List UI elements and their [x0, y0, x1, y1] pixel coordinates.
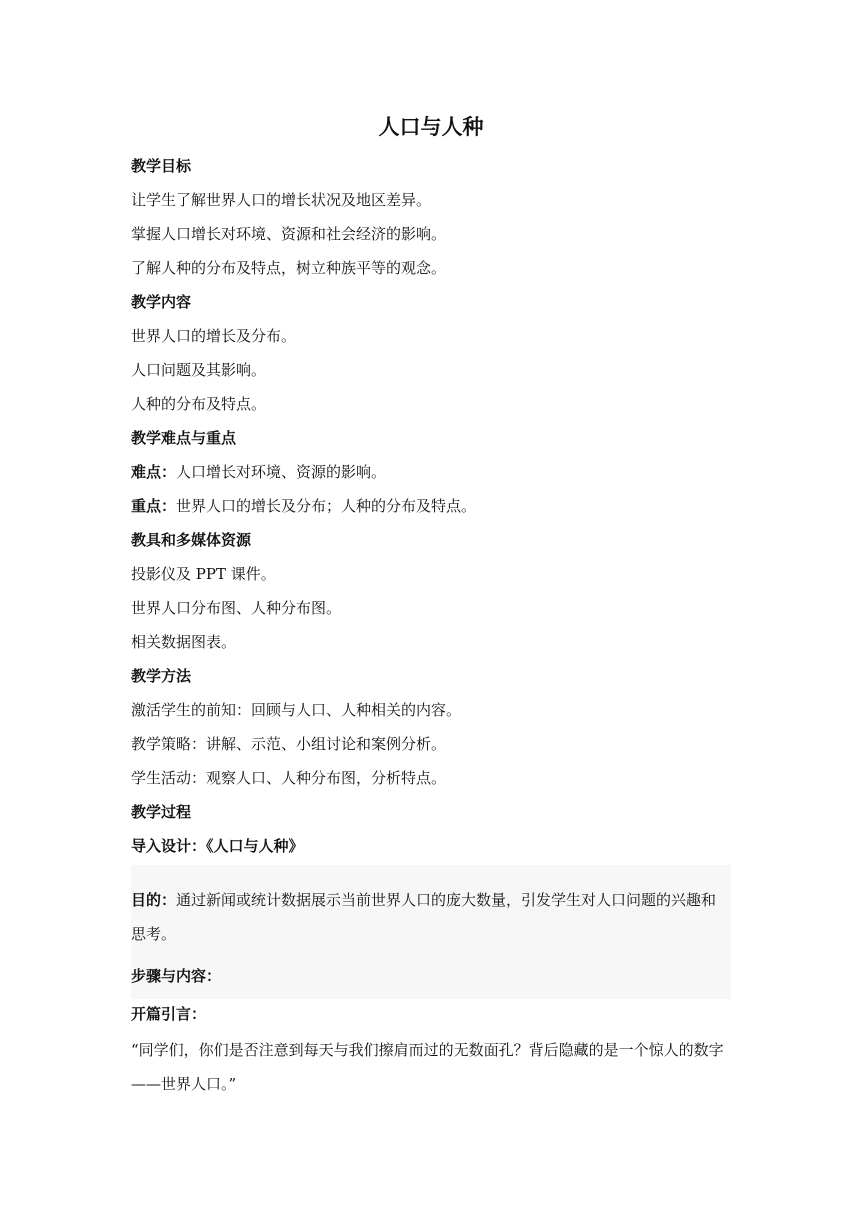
section-heading-process: 教学过程	[131, 803, 192, 821]
content-item: 世界人口的增长及分布。	[131, 327, 297, 345]
focus-text: 世界人口的增长及分布；人种的分布及特点。	[176, 497, 477, 515]
method-item: 教学策略：讲解、示范、小组讨论和案例分析。	[131, 735, 447, 753]
resource-item: 相关数据图表。	[131, 633, 237, 651]
purpose-block	[131, 865, 731, 999]
method-item: 激活学生的前知：回顾与人口、人种相关的内容。	[131, 701, 462, 719]
opening-quote: “同学们，你们是否注意到每天与我们擦肩而过的无数面孔？背后隐藏的是一个惊人的数字——世界人口。”	[131, 1041, 724, 1093]
document-title: 人口与人种	[378, 115, 484, 139]
focus-label: 重点：	[131, 497, 177, 515]
opening-label: 开篇引言：	[131, 1005, 207, 1023]
document-body	[131, 151, 731, 1101]
section-heading-objectives: 教学目标	[131, 157, 192, 175]
difficulty-label: 难点：	[131, 463, 177, 481]
objective-item: 了解人种的分布及特点，树立种族平等的观念。	[131, 259, 447, 277]
purpose-text: 通过新闻或统计数据展示当前世界人口的庞大数量，引发学生对人口问题的兴趣和思考。	[131, 891, 717, 943]
content-item: 人种的分布及特点。	[131, 395, 267, 413]
difficulty-line	[131, 457, 731, 491]
purpose-label: 目的：	[131, 891, 177, 909]
resource-item: 世界人口分布图、人种分布图。	[131, 599, 342, 617]
objective-item: 让学生了解世界人口的增长状况及地区差异。	[131, 191, 432, 209]
steps-label: 步骤与内容：	[131, 967, 222, 985]
method-item: 学生活动：观察人口、人种分布图，分析特点。	[131, 769, 447, 787]
focus-line	[131, 491, 731, 525]
purpose-paragraph	[131, 883, 731, 951]
section-heading-resources: 教具和多媒体资源	[131, 531, 252, 549]
resource-item: 投影仪及 PPT 课件。	[131, 565, 276, 583]
difficulty-text: 人口增长对环境、资源的影响。	[176, 463, 387, 481]
section-heading-methods: 教学方法	[131, 667, 192, 685]
objective-item: 掌握人口增长对环境、资源和社会经济的影响。	[131, 225, 447, 243]
content-item: 人口问题及其影响。	[131, 361, 267, 379]
section-heading-content: 教学内容	[131, 293, 192, 311]
section-heading-key-points: 教学难点与重点	[131, 429, 237, 447]
intro-design-heading: 导入设计：《人口与人种》	[131, 837, 304, 855]
